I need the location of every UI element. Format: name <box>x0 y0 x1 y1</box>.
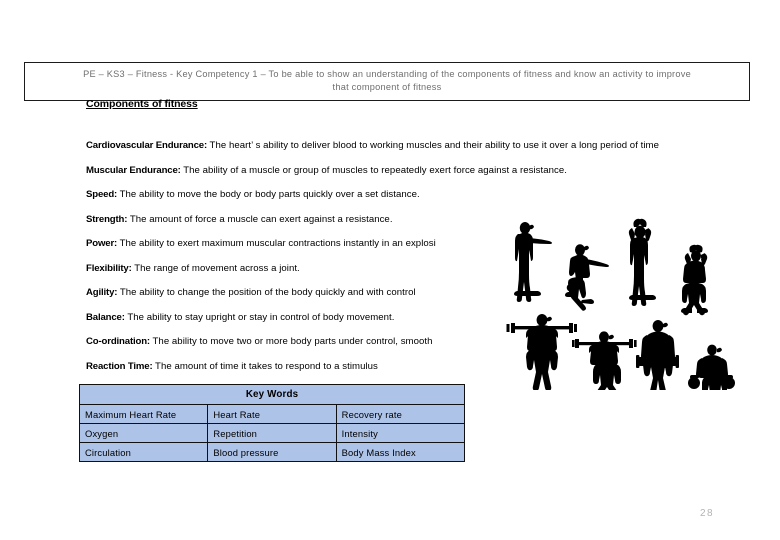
definition-flexibility <box>86 263 556 276</box>
definition-term: Muscular Endurance: <box>86 164 181 176</box>
banner-line-2: that component of fitness <box>332 82 442 92</box>
table-cell: Intensity <box>336 424 464 443</box>
definition-term: Strength: <box>86 213 128 225</box>
definition-description: The heart’ s ability to deliver blood to working muscles and their ability to use it over a long period of time <box>207 140 659 151</box>
table-row <box>80 424 465 443</box>
definition-description: The ability to change the position of the body quickly and with control <box>117 287 416 298</box>
definition-description: The range of movement across a joint. <box>131 262 300 274</box>
definition-term: Co-ordination: <box>86 336 150 347</box>
bodyweight-squat-silhouette <box>565 244 609 311</box>
section-title: Components of fitness <box>86 98 198 110</box>
silhouettes-svg <box>498 218 746 390</box>
definition-description: The amount of force a muscle can exert against a resistance. <box>127 213 393 225</box>
definition-strength <box>86 214 556 227</box>
definition-term: Balance: <box>86 311 125 323</box>
table-row <box>80 443 465 462</box>
table-row <box>80 405 465 424</box>
definition-description: The ability to move the body or body parts quickly over a set distance. <box>117 189 420 200</box>
definition-cardiovascular-endurance <box>86 140 686 153</box>
dumbbell-standing-silhouette <box>636 320 679 390</box>
dumbbell-squat-silhouette <box>688 345 735 390</box>
standing-arms-forward-silhouette <box>514 222 552 302</box>
table-cell: Heart Rate <box>208 405 336 424</box>
definition-speed <box>86 189 556 202</box>
definition-description: The amount of time it takes to respond to a stimulus <box>152 360 378 372</box>
definition-term: Flexibility: <box>86 262 132 274</box>
table-cell: Circulation <box>80 443 208 462</box>
key-words-title: Key Words <box>80 385 465 405</box>
definition-muscular-endurance <box>86 165 686 178</box>
key-words-table <box>79 384 465 462</box>
definition-term: Power: <box>86 238 118 249</box>
definition-description: The ability to exert maximum muscular contractions instantly in an explosi <box>117 238 436 249</box>
table-cell: Maximum Heart Rate <box>80 405 208 424</box>
definition-term: Agility: <box>86 287 118 298</box>
definition-term: Speed: <box>86 189 118 200</box>
definition-co-ordination <box>86 336 484 349</box>
definition-description: The ability to stay upright or stay in control of body movement. <box>124 311 395 323</box>
squat-hands-behind-head-silhouette <box>681 245 708 315</box>
table-header-row <box>80 385 465 405</box>
table-cell: Blood pressure <box>208 443 336 462</box>
definition-power <box>86 238 484 251</box>
barbell-standing-silhouette <box>507 314 578 390</box>
definition-agility <box>86 287 556 300</box>
definition-description: The ability to move two or more body parts under control, smooth <box>149 336 433 347</box>
table-cell: Repetition <box>208 424 336 443</box>
barbell-squat-silhouette <box>572 331 637 390</box>
standing-hands-behind-head-silhouette <box>629 219 656 306</box>
definition-description: The ability of a muscle or group of muscles to repeatedly exert force against a resistance. <box>180 164 567 176</box>
competency-banner <box>24 62 750 101</box>
table-cell: Oxygen <box>80 424 208 443</box>
definition-balance <box>86 312 556 325</box>
definition-term: Cardiovascular Endurance: <box>86 140 208 151</box>
banner-line-1: PE – KS3 – Fitness - Key Competency 1 – To be able to show an understanding of the components of fitness and know an activity to improve <box>83 69 691 79</box>
table-cell: Recovery rate <box>336 405 464 424</box>
definition-reaction-time <box>86 361 556 374</box>
table-cell: Body Mass Index <box>336 443 464 462</box>
page-number: 28 <box>700 508 715 519</box>
exercise-silhouettes-illustration <box>498 218 746 390</box>
definition-term: Reaction Time: <box>86 360 153 372</box>
